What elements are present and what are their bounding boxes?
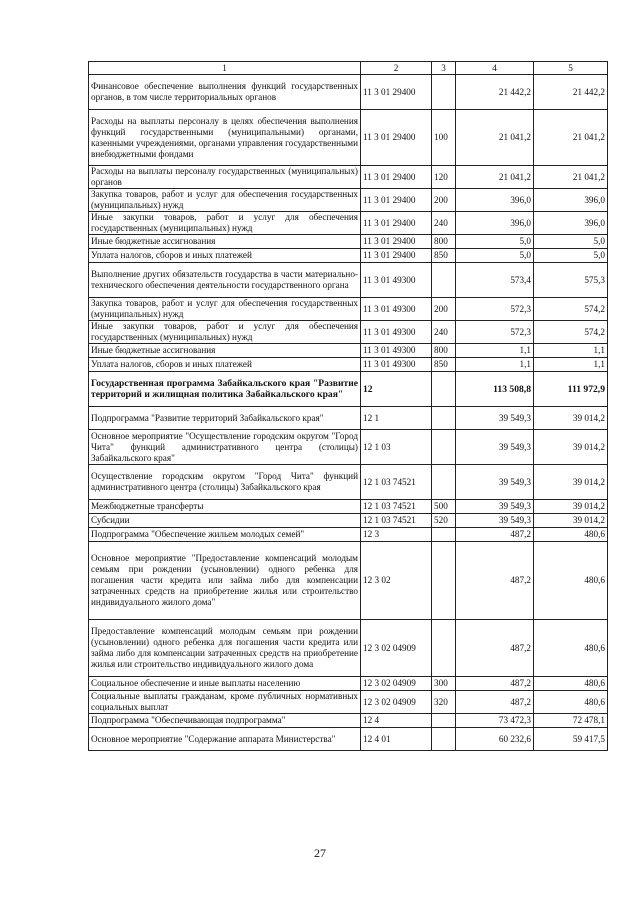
row-amount-year1-cell: 60 232,6 bbox=[456, 728, 534, 751]
row-name-cell: Субсидии bbox=[89, 514, 361, 528]
header-cell-name: 1 bbox=[89, 62, 361, 75]
row-expense-type-cell bbox=[432, 528, 456, 542]
row-amount-year1-cell: 39 549,3 bbox=[456, 430, 534, 465]
row-expense-type-cell: 240 bbox=[432, 321, 456, 344]
row-amount-year2-cell: 1,1 bbox=[534, 344, 608, 358]
budget-table bbox=[88, 61, 608, 751]
row-expense-type-cell: 500 bbox=[432, 500, 456, 514]
row-code-cell: 12 1 03 bbox=[361, 430, 432, 465]
row-code-cell: 12 4 01 bbox=[361, 728, 432, 751]
row-amount-year2-cell: 396,0 bbox=[534, 212, 608, 235]
row-name-cell: Основное мероприятие "Осуществление городским округом "Город Чита" функций административного центра (столицы) Забайкальского края" bbox=[89, 430, 361, 465]
row-name-cell: Подпрограмма "Развитие территорий Забайкальского края" bbox=[89, 407, 361, 430]
table-row bbox=[89, 714, 608, 728]
row-code-cell: 12 3 02 04909 bbox=[361, 691, 432, 714]
page-number: 27 bbox=[314, 846, 326, 860]
row-name-cell: Уплата налогов, сборов и иных платежей bbox=[89, 249, 361, 263]
table-row bbox=[89, 407, 608, 430]
table-row bbox=[89, 500, 608, 514]
row-expense-type-cell: 240 bbox=[432, 212, 456, 235]
table-row bbox=[89, 249, 608, 263]
row-code-cell: 12 1 03 74521 bbox=[361, 465, 432, 500]
row-name-cell: Расходы на выплаты персоналу в целях обеспечения выполнения функций государственными (муниципальными) органами, казенными учреждениями, органами управления государственными внебюджетными фондами bbox=[89, 110, 361, 166]
row-expense-type-cell bbox=[432, 542, 456, 620]
row-name-cell: Иные закупки товаров, работ и услуг для обеспечения государственных (муниципальных) нужд bbox=[89, 212, 361, 235]
row-expense-type-cell bbox=[432, 430, 456, 465]
row-amount-year2-cell: 1,1 bbox=[534, 358, 608, 372]
row-amount-year2-cell: 575,3 bbox=[534, 263, 608, 298]
table-row bbox=[89, 691, 608, 714]
row-amount-year1-cell: 487,2 bbox=[456, 542, 534, 620]
row-name-cell: Предоставление компенсаций молодым семьям при рождении (усыновлении) одного ребенка для погашения части кредита или займа либо для компенсации затраченных средств на приобретение жилья или строительство индивидуального жилого дома bbox=[89, 620, 361, 677]
row-name-cell: Закупка товаров, работ и услуг для обеспечения государственных (муниципальных) нужд bbox=[89, 298, 361, 321]
row-expense-type-cell: 800 bbox=[432, 235, 456, 249]
row-name-cell: Иные бюджетные ассигнования bbox=[89, 344, 361, 358]
row-amount-year2-cell: 39 014,2 bbox=[534, 465, 608, 500]
row-code-cell: 11 3 01 49300 bbox=[361, 358, 432, 372]
table-row bbox=[89, 344, 608, 358]
row-name-cell: Иные бюджетные ассигнования bbox=[89, 235, 361, 249]
row-expense-type-cell bbox=[432, 263, 456, 298]
row-amount-year2-cell: 21 041,2 bbox=[534, 110, 608, 166]
table-body bbox=[89, 62, 608, 751]
row-name-cell: Основное мероприятие "Предоставление компенсаций молодым семьям при рождении (усыновлении) одного ребенка для погашения части кредита или займа либо для компенсации затраченных средств на приобретение жилья или строительство индивидуального жилого дома" bbox=[89, 542, 361, 620]
row-code-cell: 11 3 01 49300 bbox=[361, 298, 432, 321]
header-cell-code: 2 bbox=[361, 62, 432, 75]
row-name-cell: Социальное обеспечение и иные выплаты населению bbox=[89, 677, 361, 691]
row-code-cell: 12 3 bbox=[361, 528, 432, 542]
row-amount-year2-cell: 111 972,9 bbox=[534, 372, 608, 407]
row-name-cell: Осуществление городским округом "Город Чита" функций административного центра (столицы) Забайкальского края bbox=[89, 465, 361, 500]
row-expense-type-cell: 300 bbox=[432, 677, 456, 691]
row-code-cell: 12 1 03 74521 bbox=[361, 514, 432, 528]
header-cell-year1: 4 bbox=[456, 62, 534, 75]
row-amount-year1-cell: 1,1 bbox=[456, 344, 534, 358]
row-code-cell: 11 3 01 29400 bbox=[361, 189, 432, 212]
row-amount-year2-cell: 5,0 bbox=[534, 249, 608, 263]
table-row bbox=[89, 235, 608, 249]
row-amount-year2-cell: 39 014,2 bbox=[534, 407, 608, 430]
row-amount-year1-cell: 39 549,3 bbox=[456, 500, 534, 514]
row-code-cell: 12 3 02 bbox=[361, 542, 432, 620]
row-code-cell: 11 3 01 29400 bbox=[361, 166, 432, 189]
row-expense-type-cell bbox=[432, 75, 456, 110]
row-amount-year1-cell: 487,2 bbox=[456, 677, 534, 691]
row-code-cell: 12 bbox=[361, 372, 432, 407]
row-code-cell: 11 3 01 29400 bbox=[361, 75, 432, 110]
row-amount-year1-cell: 396,0 bbox=[456, 212, 534, 235]
row-expense-type-cell: 520 bbox=[432, 514, 456, 528]
row-expense-type-cell: 850 bbox=[432, 249, 456, 263]
row-amount-year1-cell: 573,4 bbox=[456, 263, 534, 298]
table-row bbox=[89, 321, 608, 344]
table-row bbox=[89, 430, 608, 465]
row-code-cell: 12 1 bbox=[361, 407, 432, 430]
row-code-cell: 12 3 02 04909 bbox=[361, 620, 432, 677]
row-name-cell: Иные закупки товаров, работ и услуг для обеспечения государственных (муниципальных) нужд bbox=[89, 321, 361, 344]
table-row bbox=[89, 189, 608, 212]
row-name-cell: Расходы на выплаты персоналу государственных (муниципальных) органов bbox=[89, 166, 361, 189]
table-row bbox=[89, 75, 608, 110]
row-amount-year2-cell: 574,2 bbox=[534, 298, 608, 321]
row-name-cell: Подпрограмма "Обеспечивающая подпрограмма" bbox=[89, 714, 361, 728]
row-amount-year1-cell: 39 549,3 bbox=[456, 465, 534, 500]
row-amount-year2-cell: 480,6 bbox=[534, 677, 608, 691]
table-header-row bbox=[89, 62, 608, 75]
row-code-cell: 12 4 bbox=[361, 714, 432, 728]
row-amount-year2-cell: 480,6 bbox=[534, 528, 608, 542]
row-code-cell: 11 3 01 29400 bbox=[361, 235, 432, 249]
table-row bbox=[89, 528, 608, 542]
table-row bbox=[89, 110, 608, 166]
header-cell-year2: 5 bbox=[534, 62, 608, 75]
table-row bbox=[89, 542, 608, 620]
row-amount-year1-cell: 487,2 bbox=[456, 691, 534, 714]
table-row bbox=[89, 465, 608, 500]
table-row bbox=[89, 677, 608, 691]
row-amount-year1-cell: 21 041,2 bbox=[456, 166, 534, 189]
row-amount-year2-cell: 72 478,1 bbox=[534, 714, 608, 728]
row-amount-year2-cell: 480,6 bbox=[534, 691, 608, 714]
table-row bbox=[89, 514, 608, 528]
row-name-cell: Социальные выплаты гражданам, кроме публичных нормативных социальных выплат bbox=[89, 691, 361, 714]
table-row bbox=[89, 298, 608, 321]
row-expense-type-cell bbox=[432, 620, 456, 677]
row-amount-year2-cell: 39 014,2 bbox=[534, 514, 608, 528]
row-amount-year1-cell: 1,1 bbox=[456, 358, 534, 372]
row-amount-year1-cell: 572,3 bbox=[456, 321, 534, 344]
row-name-cell: Государственная программа Забайкальского края "Развитие территорий и жилищная политика Забайкальского края" bbox=[89, 372, 361, 407]
row-amount-year1-cell: 113 508,8 bbox=[456, 372, 534, 407]
row-expense-type-cell: 120 bbox=[432, 166, 456, 189]
row-amount-year1-cell: 5,0 bbox=[456, 235, 534, 249]
row-expense-type-cell: 200 bbox=[432, 298, 456, 321]
row-name-cell: Финансовое обеспечение выполнения функций государственных органов, в том числе территориальных органов bbox=[89, 75, 361, 110]
row-expense-type-cell bbox=[432, 728, 456, 751]
table-row bbox=[89, 212, 608, 235]
row-amount-year1-cell: 572,3 bbox=[456, 298, 534, 321]
row-expense-type-cell: 800 bbox=[432, 344, 456, 358]
row-code-cell: 11 3 01 49300 bbox=[361, 321, 432, 344]
row-amount-year2-cell: 21 041,2 bbox=[534, 166, 608, 189]
row-name-cell: Основное мероприятие "Содержание аппарата Министерства" bbox=[89, 728, 361, 751]
row-amount-year1-cell: 39 549,3 bbox=[456, 514, 534, 528]
row-amount-year2-cell: 59 417,5 bbox=[534, 728, 608, 751]
table-row bbox=[89, 358, 608, 372]
row-expense-type-cell bbox=[432, 465, 456, 500]
row-name-cell: Межбюджетные трансферты bbox=[89, 500, 361, 514]
table-row bbox=[89, 620, 608, 677]
row-code-cell: 11 3 01 49300 bbox=[361, 263, 432, 298]
header-cell-type: 3 bbox=[432, 62, 456, 75]
row-amount-year1-cell: 487,2 bbox=[456, 528, 534, 542]
row-code-cell: 12 3 02 04909 bbox=[361, 677, 432, 691]
table-row bbox=[89, 372, 608, 407]
row-amount-year1-cell: 21 041,2 bbox=[456, 110, 534, 166]
row-amount-year2-cell: 5,0 bbox=[534, 235, 608, 249]
row-expense-type-cell bbox=[432, 714, 456, 728]
row-amount-year2-cell: 39 014,2 bbox=[534, 500, 608, 514]
row-expense-type-cell: 200 bbox=[432, 189, 456, 212]
row-code-cell: 11 3 01 29400 bbox=[361, 249, 432, 263]
row-amount-year2-cell: 480,6 bbox=[534, 620, 608, 677]
row-expense-type-cell: 320 bbox=[432, 691, 456, 714]
row-amount-year1-cell: 21 442,2 bbox=[456, 75, 534, 110]
table-row bbox=[89, 728, 608, 751]
row-code-cell: 11 3 01 29400 bbox=[361, 212, 432, 235]
row-expense-type-cell: 850 bbox=[432, 358, 456, 372]
row-amount-year2-cell: 574,2 bbox=[534, 321, 608, 344]
row-amount-year1-cell: 73 472,3 bbox=[456, 714, 534, 728]
row-code-cell: 11 3 01 49300 bbox=[361, 344, 432, 358]
row-amount-year1-cell: 39 549,3 bbox=[456, 407, 534, 430]
row-amount-year1-cell: 396,0 bbox=[456, 189, 534, 212]
table-row bbox=[89, 263, 608, 298]
row-expense-type-cell bbox=[432, 407, 456, 430]
row-amount-year1-cell: 487,2 bbox=[456, 620, 534, 677]
table-row bbox=[89, 166, 608, 189]
row-amount-year2-cell: 39 014,2 bbox=[534, 430, 608, 465]
row-expense-type-cell: 100 bbox=[432, 110, 456, 166]
row-name-cell: Подпрограмма "Обеспечение жильем молодых семей" bbox=[89, 528, 361, 542]
row-amount-year2-cell: 480,6 bbox=[534, 542, 608, 620]
row-code-cell: 11 3 01 29400 bbox=[361, 110, 432, 166]
row-name-cell: Выполнение других обязательств государства в части материально-технического обеспечения деятельности государственного органа bbox=[89, 263, 361, 298]
row-expense-type-cell bbox=[432, 372, 456, 407]
row-amount-year2-cell: 21 442,2 bbox=[534, 75, 608, 110]
row-amount-year1-cell: 5,0 bbox=[456, 249, 534, 263]
row-name-cell: Уплата налогов, сборов и иных платежей bbox=[89, 358, 361, 372]
row-amount-year2-cell: 396,0 bbox=[534, 189, 608, 212]
row-code-cell: 12 1 03 74521 bbox=[361, 500, 432, 514]
row-name-cell: Закупка товаров, работ и услуг для обеспечения государственных (муниципальных) нужд bbox=[89, 189, 361, 212]
